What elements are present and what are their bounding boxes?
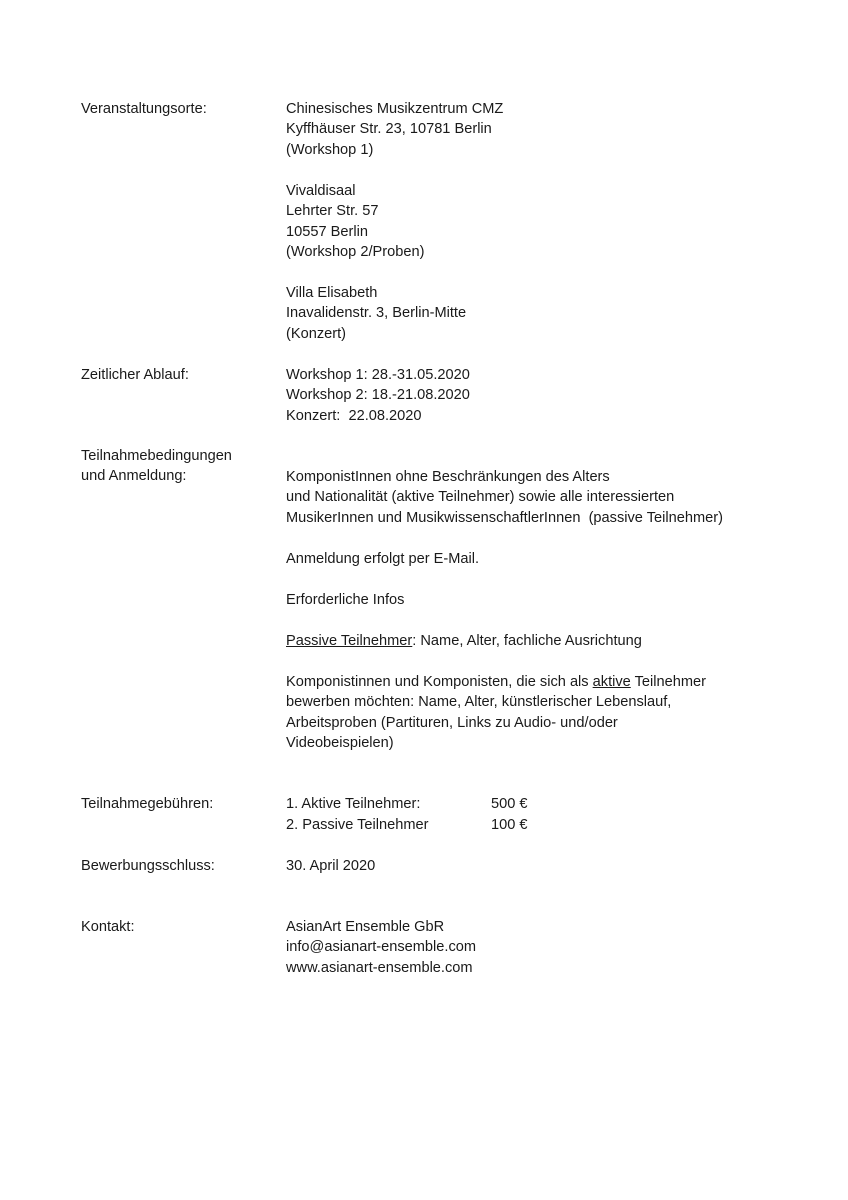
contact-org: AsianArt Ensemble GbR	[286, 919, 445, 935]
contact-block	[286, 917, 476, 978]
active-underlined: aktive	[592, 674, 631, 690]
passive-label: Passive Teilnehmer	[286, 633, 413, 649]
venue-2-name: Vivaldisaal	[286, 183, 356, 199]
fee-item-1-amount: 500 €	[491, 796, 528, 812]
deadline-label: Bewerbungsschluss:	[81, 858, 215, 874]
schedule-list	[286, 365, 470, 426]
participation-label-line1: Teilnahmebedingungen	[81, 448, 232, 464]
passive-rest: : Name, Alter, fachliche Ausrichtung	[412, 633, 642, 649]
participation-intro-line3: MusikerInnen und MusikwissenschaftlerInnen (passive Teilnehmer)	[286, 509, 723, 526]
active-line3: Arbeitsproben (Partituren, Links zu Audio- und/oder	[286, 714, 618, 731]
contact-email[interactable]: info@asianart-ensemble.com	[286, 939, 477, 956]
contact-website[interactable]: www.asianart-ensemble.com	[286, 959, 473, 976]
fee-item-2-name: 2. Passive Teilnehmer	[286, 817, 429, 833]
contact-label: Kontakt:	[81, 919, 135, 935]
passive-requirements	[286, 631, 642, 651]
participation-intro	[286, 467, 723, 528]
venue-2	[286, 181, 424, 263]
deadline-value: 30. April 2020	[286, 858, 376, 874]
venue-1-purpose: (Workshop 1)	[286, 141, 374, 158]
active-line1-pre: Komponistinnen und Komponisten, die sich als	[286, 674, 593, 690]
participation-label-line2: und Anmeldung:	[81, 468, 187, 485]
participation-intro-line1: KomponistInnen ohne Beschränkungen des Alters	[286, 469, 610, 485]
active-line1-post: Teilnehmer	[630, 674, 706, 690]
participation-intro-line2: und Nationalität (aktive Teilnehmer) sowie alle interessierten	[286, 489, 675, 506]
schedule-label: Zeitlicher Ablauf:	[81, 367, 189, 383]
active-line4: Videobeispielen)	[286, 735, 394, 752]
venue-3	[286, 283, 466, 344]
active-line1	[286, 672, 706, 692]
venue-2-street: Lehrter Str. 57	[286, 203, 379, 220]
active-requirements	[286, 672, 706, 754]
venue-2-purpose: (Workshop 2/Proben)	[286, 244, 425, 261]
email-note: Anmeldung erfolgt per E-Mail.	[286, 551, 480, 567]
venue-1-name: Chinesisches Musikzentrum CMZ	[286, 101, 504, 117]
venue-2-city: 10557 Berlin	[286, 223, 368, 240]
venue-3-address: Inavalidenstr. 3, Berlin-Mitte	[286, 305, 467, 322]
schedule-concert: Konzert: 22.08.2020	[286, 407, 422, 424]
venue-3-purpose: (Konzert)	[286, 325, 347, 342]
active-line2: bewerben möchten: Name, Alter, künstlerischer Lebenslauf,	[286, 694, 672, 711]
venue-1-address: Kyffhäuser Str. 23, 10781 Berlin	[286, 121, 492, 138]
participation-label	[81, 446, 232, 487]
schedule-workshop-2: Workshop 2: 18.-21.08.2020	[286, 387, 470, 404]
venues-label: Veranstaltungsorte:	[81, 101, 207, 117]
fee-item-2-amount: 100 €	[491, 817, 528, 833]
fees-label: Teilnahmegebühren:	[81, 796, 214, 812]
schedule-workshop-1: Workshop 1: 28.-31.05.2020	[286, 367, 470, 383]
fee-item-1-name: 1. Aktive Teilnehmer:	[286, 796, 421, 812]
venue-3-name: Villa Elisabeth	[286, 285, 378, 301]
venue-1	[286, 99, 503, 160]
infos-heading: Erforderliche Infos	[286, 592, 405, 608]
